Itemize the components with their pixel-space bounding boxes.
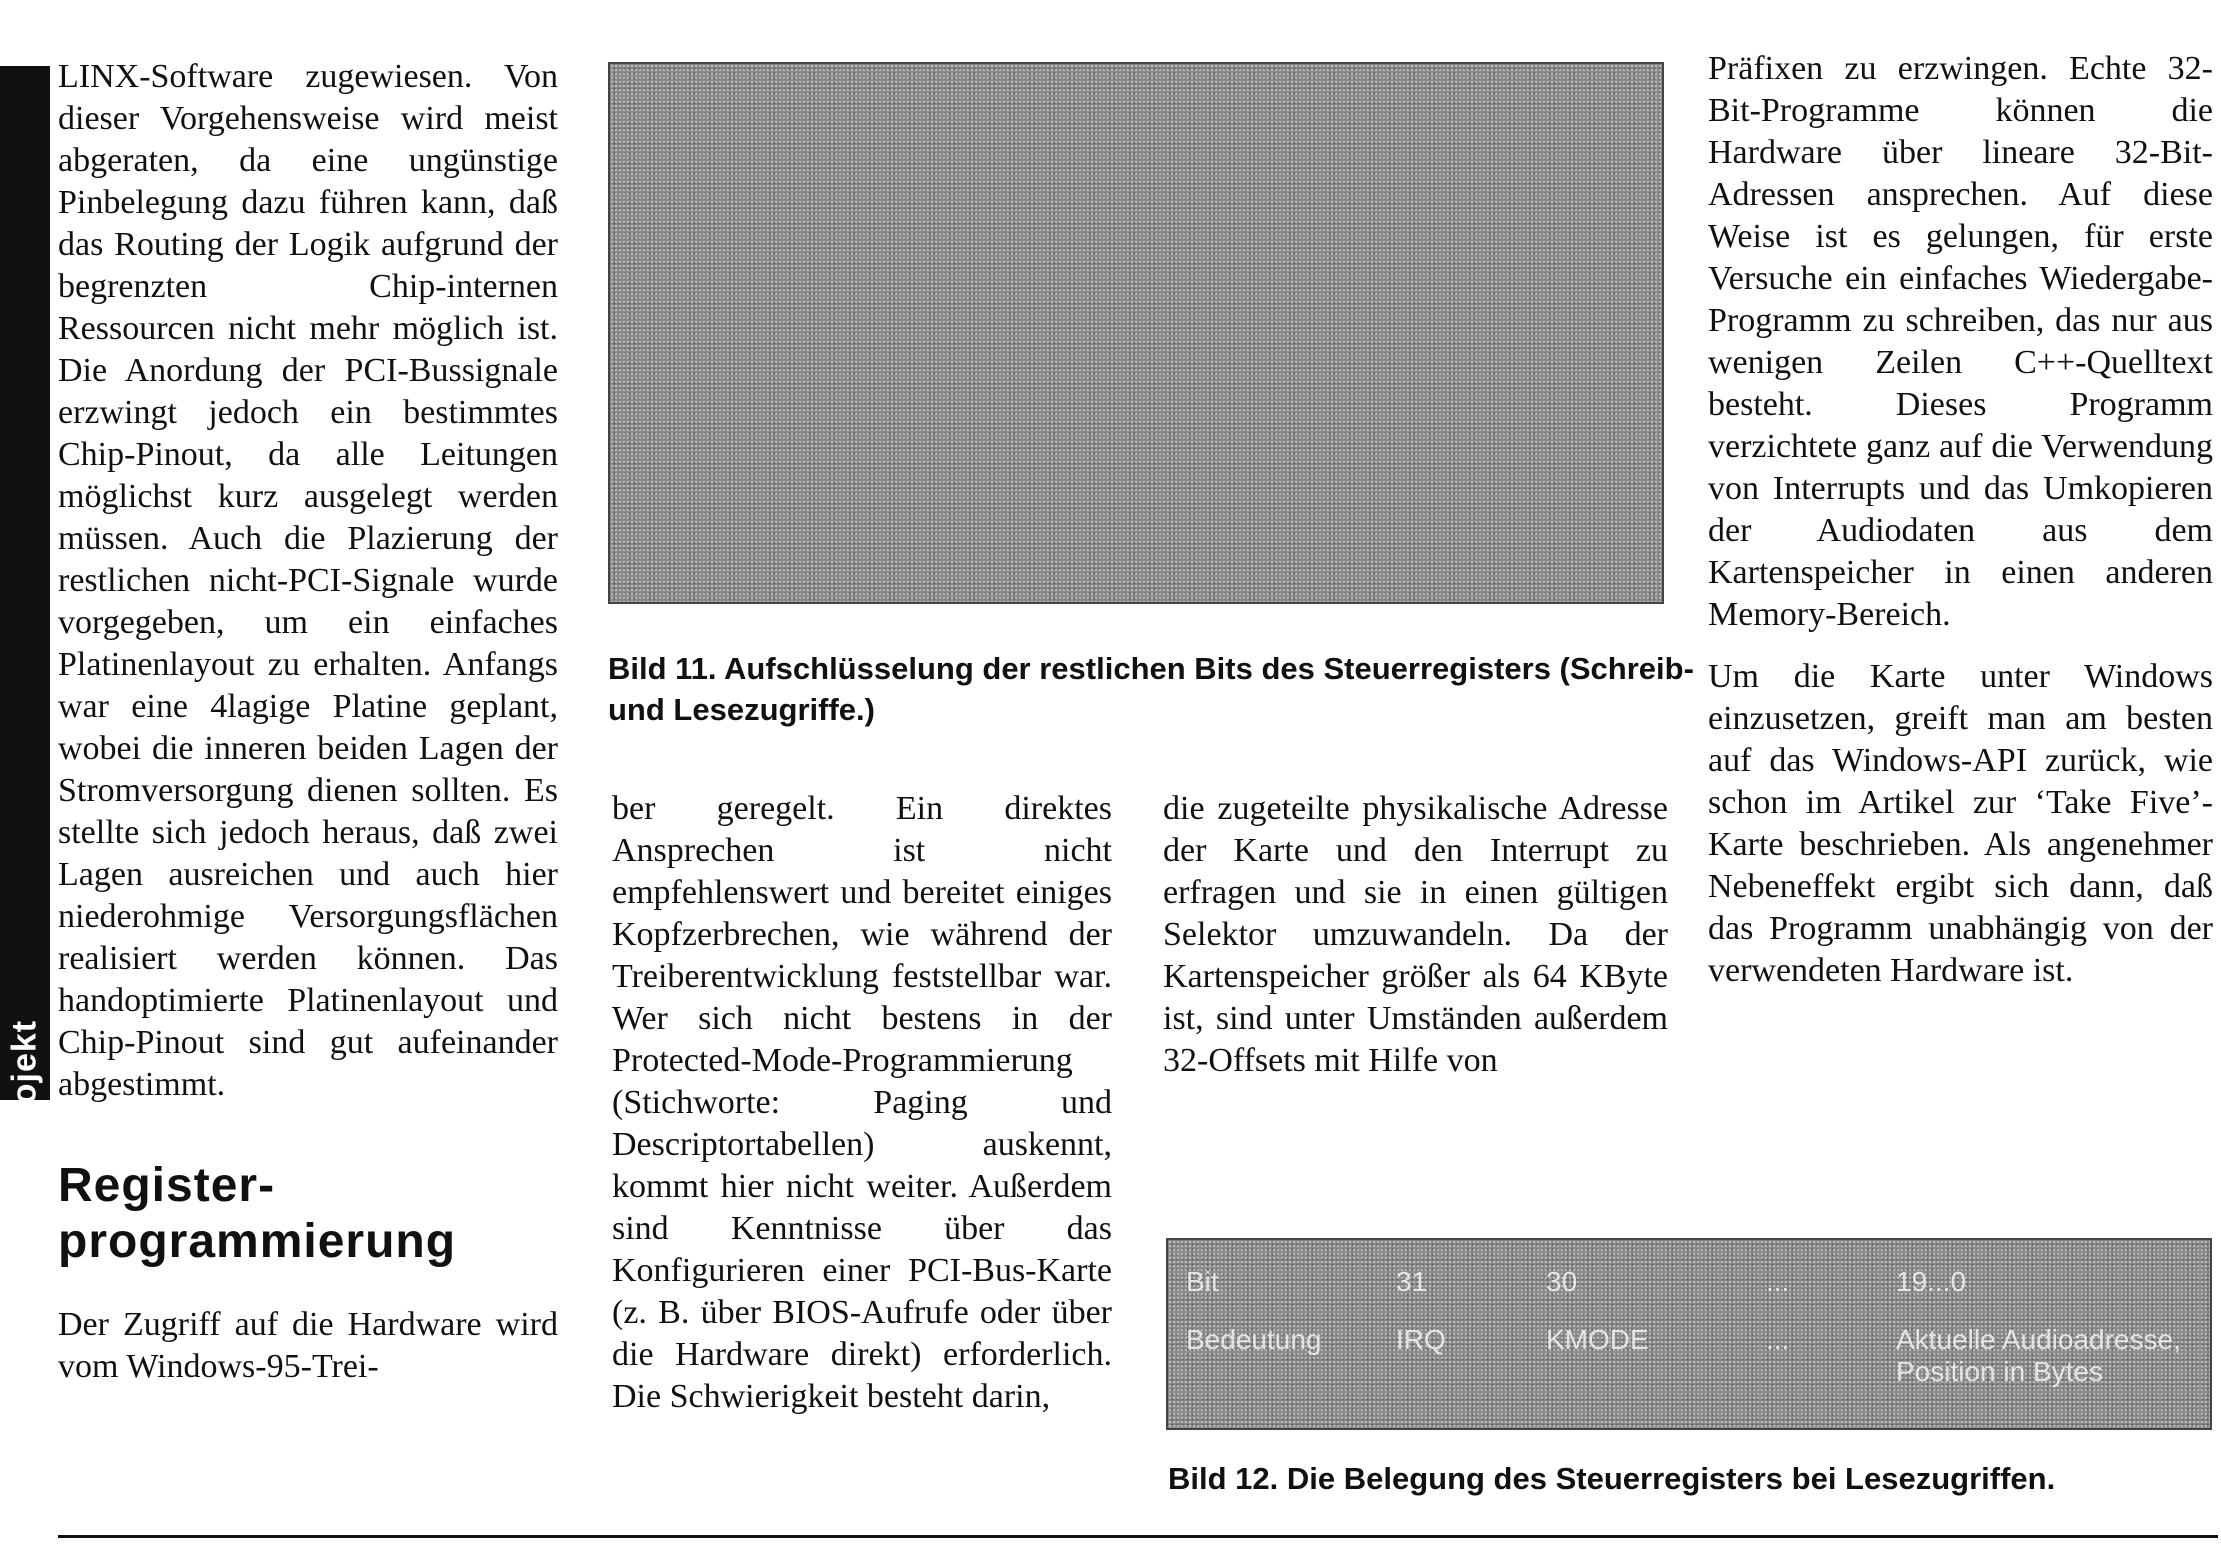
figure-12-cell: Bit — [1186, 1266, 1219, 1297]
column-4 — [1708, 48, 2213, 992]
figure-12-caption: Bild 12. Die Belegung des Steuerregisters bei Lesezugriffen. — [1168, 1461, 2056, 1496]
figure-12-cell: IRQ — [1396, 1324, 1446, 1355]
figure-12-cell: KMODE — [1546, 1324, 1649, 1355]
page-bottom-rule — [58, 1535, 2218, 1538]
body-paragraph: Der Zugriff auf die Hardware wird vom Windows-95-Trei- — [58, 1306, 558, 1385]
figure-12-cell: Bedeutung — [1186, 1324, 1322, 1355]
section-tab-label: Projekt — [5, 1019, 44, 1143]
section-tab — [0, 66, 50, 1143]
figure-11-image — [608, 62, 1664, 604]
figure-12-image — [1166, 1238, 2212, 1430]
column-1 — [58, 56, 558, 1388]
body-paragraph: LINX-Software zugewiesen. Von dieser Vorgehensweise wird meist abgeraten, da eine ungünstige Pinbelegung dazu führen kann, daß das Routing der Logik aufgrund der begrenzten Chip-internen Ressourcen nicht mehr möglich ist. Die Anordung der PCI-Bussignale erzwingt jedoch ein bestimmtes Chip-Pinout, da alle Leitungen möglichst kurz ausgelegt werden müssen. Auch die Plazierung der restlichen nicht-PCI-Signale wurde vorgegeben, um ein einfaches Platinenlayout zu erhalten. Anfangs war eine 4lagige Platine geplant, wobei die inneren beiden Lagen der Stromversorgung dienen sollten. Es stellte sich jedoch heraus, daß zwei Lagen ausreichen und auch hier niederohmige Versorgungsflächen realisiert werden können. Das handoptimierte Platinenlayout und Chip-Pinout sind gut aufeinander abgestimmt. — [58, 58, 558, 1103]
figure-12-cell: 30 — [1546, 1266, 1578, 1297]
figure-12-value-row — [1186, 1324, 2196, 1388]
figure-12-cell: 19...0 — [1896, 1266, 1967, 1297]
section-heading: Register-programmierung — [58, 1159, 457, 1268]
body-paragraph: ber geregelt. Ein direktes Ansprechen ist nicht empfehlenswert und bereitet einiges Kopfzerbrechen, wie während der Treiberentwicklung feststellbar war. Wer sich nicht bestens in der Protected-Mode-Programmierung (Stichworte: Paging und Descriptortabellen) auskennt, kommt hier nicht weiter. Außerdem sind Kenntnisse über das Konfigurieren einer PCI-Bus-Karte (z. B. über BIOS-Aufrufe oder über die Hardware direkt) erforderlich. Die Schwierigkeit besteht darin, — [612, 790, 1112, 1415]
figure-11-caption: Bild 11. Aufschlüsselung der restlichen Bits des Steuerregisters (Schreib- und Lesezugriffe.) — [608, 651, 1694, 727]
body-paragraph: Um die Karte unter Windows einzusetzen, greift man am besten auf das Windows-API zurück, wie schon im Artikel zur ‘Take Five’-Karte beschrieben. Als angenehmer Nebeneffekt ergibt sich dann, daß das Programm unabhängig von der verwendeten Hardware ist. — [1708, 658, 2213, 989]
figure-12-cell: ... — [1766, 1324, 1790, 1355]
figure-12-cell: Aktuelle Audioadresse, Position in Bytes — [1896, 1324, 2181, 1387]
column-2 — [612, 788, 1112, 1418]
body-paragraph: Präfixen zu erzwingen. Echte 32-Bit-Programme können die Hardware über lineare 32-Bit-Adressen ansprechen. Auf diese Weise ist es gelungen, für erste Versuche ein einfaches Wiedergabe-Programm zu schreiben, das nur aus wenigen Zeilen C++-Quelltext besteht. Dieses Programm verzichtete ganz auf die Verwendung von Interrupts und das Umkopieren der Audiodaten aus dem Kartenspeicher in einen anderen Memory-Bereich. — [1708, 50, 2213, 633]
figure-12-cell: 31 — [1396, 1266, 1428, 1297]
figure-12-header-row — [1186, 1266, 1966, 1298]
figure-12-cell: ... — [1766, 1266, 1790, 1297]
column-3 — [1163, 788, 1668, 1082]
body-paragraph: die zugeteilte physikalische Adresse der Karte und den Interrupt zu erfragen und sie in einen gültigen Selektor umzuwandeln. Da der Kartenspeicher größer als 64 KByte ist, sind unter Umständen außerdem 32-Offsets mit Hilfe von — [1163, 790, 1668, 1079]
